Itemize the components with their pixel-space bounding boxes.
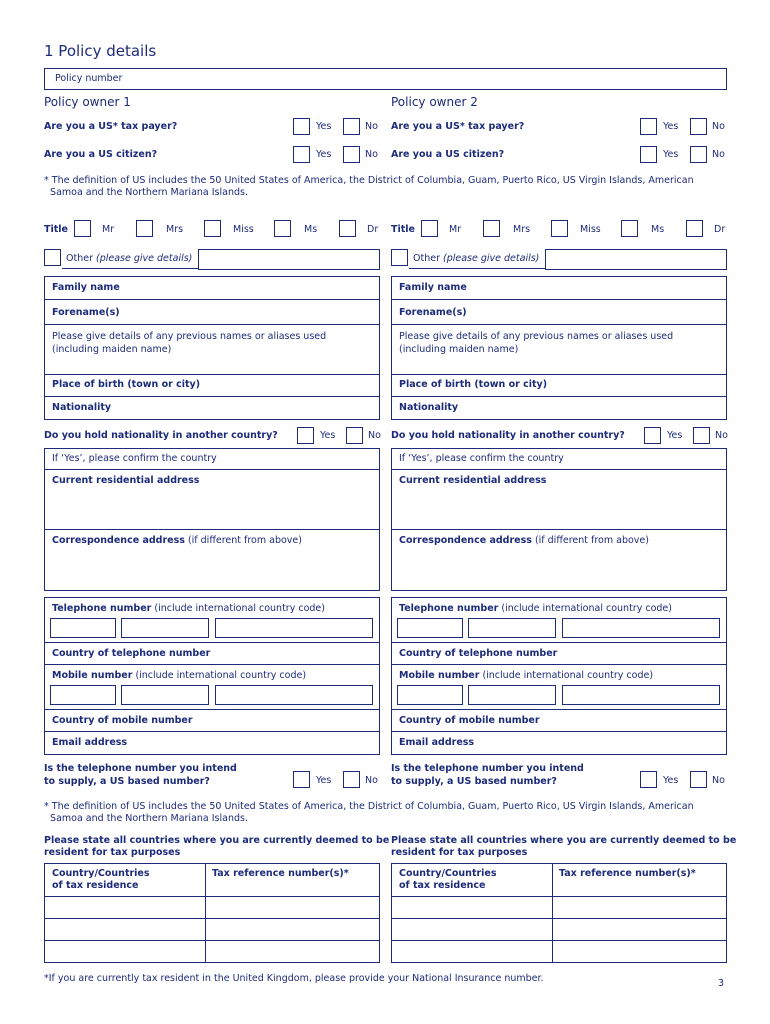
forenames-field: Forename(s) (52, 307, 120, 318)
divider (391, 664, 727, 665)
nationality-field: Nationality (399, 402, 459, 413)
divider (391, 396, 727, 397)
title-option-label: Dr (714, 224, 726, 235)
telephone-label: Telephone number (include international country code) (399, 603, 672, 614)
telephone-country-code-input[interactable] (50, 618, 116, 638)
country-of-mobile-field: Country of mobile number (399, 715, 540, 726)
confirm-country-field: If ‘Yes’, please confirm the country (399, 453, 564, 464)
us-phone-yes-checkbox[interactable] (293, 771, 310, 788)
divider (44, 396, 380, 397)
mobile-label: Mobile number (include international country code) (399, 670, 654, 681)
yes-label: Yes (316, 149, 332, 160)
divider (391, 731, 727, 732)
other-nationality-yes-checkbox[interactable] (297, 427, 314, 444)
us-phone-no-checkbox[interactable] (690, 771, 707, 788)
divider (409, 268, 545, 269)
previous-names-field: Please give details of any previous names or aliases used (52, 331, 327, 342)
mobile-area-code-input[interactable] (121, 685, 209, 705)
confirm-country-field: If ‘Yes’, please confirm the country (52, 453, 217, 464)
yes-label: Yes (320, 430, 336, 441)
telephone-number-input[interactable] (215, 618, 373, 638)
mobile-label: Mobile number (include international country code) (52, 670, 307, 681)
divider (391, 918, 727, 919)
other-nationality-question: Do you hold nationality in another country? (44, 430, 278, 441)
yes-label: Yes (663, 775, 679, 786)
us-phone-question-1: Is the telephone number you intend (391, 763, 584, 774)
title-option-checkbox[interactable] (621, 220, 638, 237)
country-column-header: Country/Countries (52, 868, 150, 879)
other-nationality-no-checkbox[interactable] (346, 427, 363, 444)
title-option-checkbox[interactable] (421, 220, 438, 237)
family-name-field: Family name (399, 282, 467, 293)
forenames-field: Forename(s) (399, 307, 467, 318)
yes-label: Yes (316, 775, 332, 786)
mobile-number-input[interactable] (215, 685, 373, 705)
title-option-checkbox[interactable] (686, 220, 703, 237)
mobile-number-input[interactable] (562, 685, 720, 705)
current-address-field: Current residential address (52, 475, 200, 486)
divider (44, 664, 380, 665)
title-other-details-input[interactable] (198, 249, 380, 270)
title-option-checkbox[interactable] (339, 220, 356, 237)
previous-names-field: Please give details of any previous names or aliases used (399, 331, 674, 342)
place-of-birth-field: Place of birth (town or city) (52, 379, 201, 390)
title-option-label: Miss (233, 224, 254, 235)
title-option-checkbox[interactable] (136, 220, 153, 237)
country-column-header-2: of tax residence (399, 880, 486, 891)
us-citizen-no-checkbox[interactable] (690, 146, 707, 163)
policy-owner-heading: Policy owner 2 (391, 95, 478, 109)
divider (391, 896, 727, 897)
us-citizen-yes-checkbox[interactable] (293, 146, 310, 163)
divider (44, 469, 380, 470)
correspondence-address-field: Correspondence address (if different from above) (399, 535, 649, 546)
divider (62, 268, 198, 269)
no-label: No (712, 149, 725, 160)
tax-reference-column-header: Tax reference number(s)* (212, 868, 349, 879)
title-option-label: Mr (102, 224, 115, 235)
mobile-country-code-input[interactable] (397, 685, 463, 705)
email-field: Email address (399, 737, 475, 748)
us-citizen-no-checkbox[interactable] (343, 146, 360, 163)
correspondence-address-field: Correspondence address (if different from above) (52, 535, 302, 546)
divider (391, 709, 727, 710)
title-option-label: Dr (367, 224, 379, 235)
telephone-area-code-input[interactable] (468, 618, 556, 638)
title-other-checkbox[interactable] (391, 249, 408, 266)
title-option-checkbox[interactable] (551, 220, 568, 237)
family-name-field: Family name (52, 282, 120, 293)
divider (44, 940, 380, 941)
title-option-checkbox[interactable] (483, 220, 500, 237)
divider (44, 731, 380, 732)
divider (391, 469, 727, 470)
yes-label: Yes (316, 121, 332, 132)
no-label: No (712, 775, 725, 786)
current-address-field: Current residential address (399, 475, 547, 486)
title-option-label: Mr (449, 224, 462, 235)
us-taxpayer-question: Are you a US* tax payer? (391, 121, 525, 132)
title-label: Title (44, 224, 68, 235)
divider (391, 529, 727, 530)
divider (44, 374, 380, 375)
us-citizen-question: Are you a US citizen? (44, 149, 158, 160)
divider (391, 374, 727, 375)
no-label: No (715, 430, 728, 441)
us-phone-question-1: Is the telephone number you intend (44, 763, 237, 774)
divider (391, 642, 727, 643)
divider (552, 863, 553, 963)
us-taxpayer-question: Are you a US* tax payer? (44, 121, 178, 132)
title-option-label: Mrs (513, 224, 531, 235)
telephone-country-code-input[interactable] (397, 618, 463, 638)
policy-number-field[interactable] (44, 68, 727, 90)
tax-residence-question-1: Please state all countries where you are currently deemed to be (44, 835, 390, 846)
no-label: No (365, 121, 378, 132)
us-taxpayer-no-checkbox[interactable] (343, 118, 360, 135)
us-phone-yes-checkbox[interactable] (640, 771, 657, 788)
mobile-country-code-input[interactable] (50, 685, 116, 705)
divider (44, 299, 380, 300)
title-other-details-input[interactable] (545, 249, 727, 270)
title-option-label: Ms (304, 224, 318, 235)
email-field: Email address (52, 737, 128, 748)
divider (44, 709, 380, 710)
country-column-header-2: of tax residence (52, 880, 139, 891)
divider (44, 896, 380, 897)
title-option-checkbox[interactable] (204, 220, 221, 237)
title-label: Title (391, 224, 415, 235)
country-of-telephone-field: Country of telephone number (52, 648, 211, 659)
divider (44, 918, 380, 919)
telephone-area-code-input[interactable] (121, 618, 209, 638)
title-option-label: Ms (651, 224, 665, 235)
nationality-field: Nationality (52, 402, 112, 413)
no-label: No (368, 430, 381, 441)
us-phone-question-2: to supply, a US based number? (44, 776, 210, 787)
title-other-label: Other (please give details) (413, 253, 540, 264)
title-other-checkbox[interactable] (44, 249, 61, 266)
policy-owner-heading: Policy owner 1 (44, 95, 131, 109)
page-number: 3 (718, 978, 725, 989)
title-option-checkbox[interactable] (274, 220, 291, 237)
tax-reference-column-header: Tax reference number(s)* (559, 868, 696, 879)
place-of-birth-field: Place of birth (town or city) (399, 379, 548, 390)
us-phone-question-2: to supply, a US based number? (391, 776, 557, 787)
telephone-label: Telephone number (include international country code) (52, 603, 325, 614)
title-option-label: Miss (580, 224, 601, 235)
divider (391, 299, 727, 300)
country-of-telephone-field: Country of telephone number (399, 648, 558, 659)
tax-residence-question-2: resident for tax purposes (44, 847, 181, 858)
other-nationality-yes-checkbox[interactable] (644, 427, 661, 444)
no-label: No (365, 775, 378, 786)
other-nationality-question: Do you hold nationality in another country? (391, 430, 625, 441)
divider (391, 940, 727, 941)
tax-residence-question-2: resident for tax purposes (391, 847, 528, 858)
divider (44, 324, 380, 325)
footnote: *If you are currently tax resident in the United Kingdom, please provide your National Insurance number. (44, 973, 544, 984)
yes-label: Yes (663, 149, 679, 160)
telephone-number-input[interactable] (562, 618, 720, 638)
divider (391, 324, 727, 325)
us-phone-no-checkbox[interactable] (343, 771, 360, 788)
previous-names-field-2: (including maiden name) (52, 344, 172, 355)
tax-residence-question-1: Please state all countries where you are currently deemed to be (391, 835, 737, 846)
us-taxpayer-yes-checkbox[interactable] (640, 118, 657, 135)
country-column-header: Country/Countries (399, 868, 497, 879)
divider (44, 529, 380, 530)
mobile-area-code-input[interactable] (468, 685, 556, 705)
previous-names-field-2: (including maiden name) (399, 344, 519, 355)
us-citizen-yes-checkbox[interactable] (640, 146, 657, 163)
country-of-mobile-field: Country of mobile number (52, 715, 193, 726)
no-label: No (365, 149, 378, 160)
yes-label: Yes (663, 121, 679, 132)
us-citizen-question: Are you a US citizen? (391, 149, 505, 160)
title-other-label: Other (please give details) (66, 253, 193, 264)
section-title: 1 Policy details (44, 42, 157, 60)
policy-number-label: Policy number (55, 73, 123, 84)
us-taxpayer-yes-checkbox[interactable] (293, 118, 310, 135)
title-option-checkbox[interactable] (74, 220, 91, 237)
no-label: No (712, 121, 725, 132)
other-nationality-no-checkbox[interactable] (693, 427, 710, 444)
us-definition-note-1: * The definition of US includes the 50 United States of America, the District of Columbia, Guam, Puerto Rico, US Virgin Islands, American Samoa and the Northern Mariana Islands. (44, 175, 694, 198)
title-option-label: Mrs (166, 224, 184, 235)
yes-label: Yes (667, 430, 683, 441)
us-taxpayer-no-checkbox[interactable] (690, 118, 707, 135)
divider (205, 863, 206, 963)
us-definition-note-2: * The definition of US includes the 50 United States of America, the District of Columbia, Guam, Puerto Rico, US Virgin Islands, American Samoa and the Northern Mariana Islands. (44, 801, 694, 824)
divider (44, 642, 380, 643)
